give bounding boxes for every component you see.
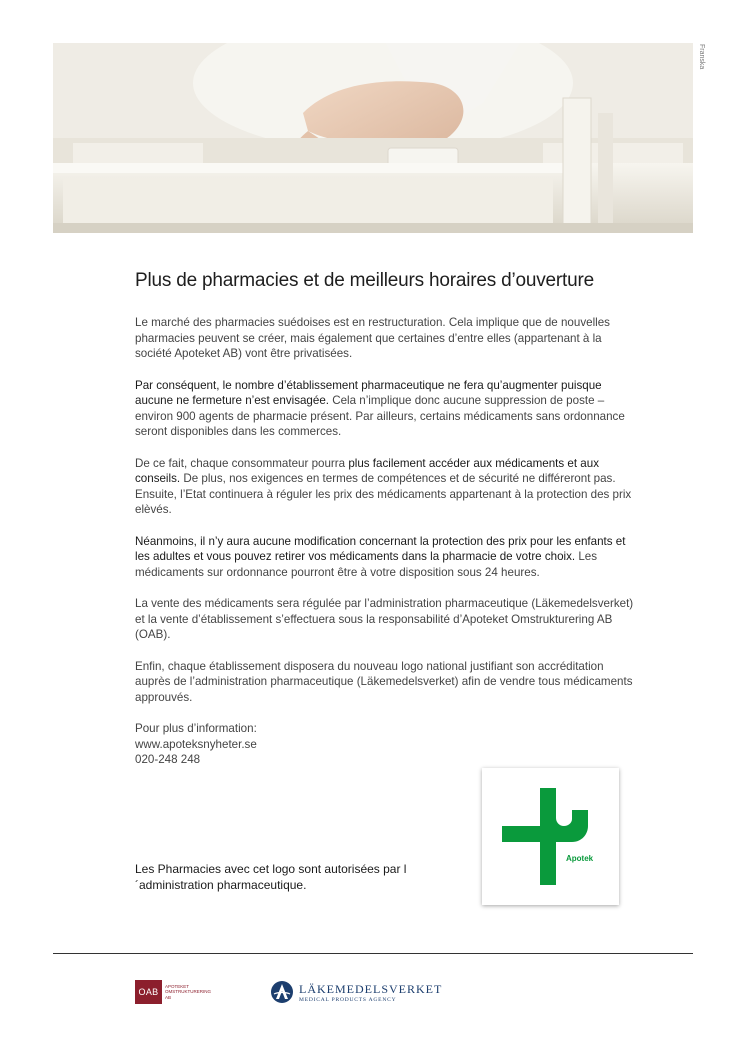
lakemedelsverket-text bbox=[299, 982, 442, 1003]
apotek-logo-card bbox=[482, 768, 619, 905]
closing-statement: Les Pharmacies avec cet logo sont autorisées par l´administration pharmaceutique. bbox=[135, 862, 407, 892]
oab-line-3: AB bbox=[165, 994, 172, 1000]
contact-intro: Pour plus d’information: bbox=[135, 722, 257, 735]
paragraph-intro: Le marché des pharmacies suédoises est en restructuration. Cela implique que de nouvelles pharmacies peuvent se créer, mais également que certaines d’entre elles (appartenant à la société Apoteket AB) vont être privatisées. bbox=[135, 316, 610, 360]
apotek-logo-label: Apotek bbox=[566, 854, 594, 863]
paragraph-consequence-emphasis: Par conséquent, le nombre d’établissement pharmaceutique ne fera qu’augmenter puisque aucune ne fermeture n’est envisagée. bbox=[135, 378, 602, 407]
paragraph-access-lead: De ce fait, chaque consommateur pourra bbox=[135, 456, 349, 470]
contact-info bbox=[135, 721, 635, 768]
paragraph-consequence bbox=[135, 378, 635, 440]
contact-website[interactable]: www.apoteksnyheter.se bbox=[135, 737, 257, 751]
paragraph-regulation: La vente des médicaments sera régulée par l’administration pharmaceutique (Läkemedelsverket) et la vente d’établissement s’effectuera sous la responsabilité d’Apoteket Omstrukturering AB (OAB). bbox=[135, 597, 634, 641]
paragraph-price-protection bbox=[135, 534, 635, 581]
footer-divider bbox=[53, 953, 693, 954]
language-label: Franska bbox=[698, 44, 705, 70]
oab-logo-mark: OAB bbox=[135, 980, 162, 1004]
page-title: Plus de pharmacies et de meilleurs horaires d’ouverture bbox=[135, 270, 594, 291]
oab-line-1: APOTEKET bbox=[165, 984, 190, 990]
lakemedelsverket-logo bbox=[270, 980, 442, 1004]
contact-phone: 020-248 248 bbox=[135, 753, 201, 766]
hero-photo bbox=[53, 43, 693, 233]
paragraph-access-text: De plus, nos exigences en termes de compétences et de sécurité ne différeront pas. Ensuite, l’Etat continuera à réguler les prix des médicaments appartenant à la protection des prix elèvés. bbox=[135, 472, 632, 516]
pharmacy-drawer-illustration bbox=[53, 43, 693, 233]
paragraph-price-text: Les médicaments sur ordonnance pourront être à votre disposition sous 24 heures. bbox=[135, 550, 598, 579]
oab-logo bbox=[135, 980, 211, 1004]
lakemedelsverket-subtitle: MEDICAL PRODUCTS AGENCY bbox=[299, 996, 397, 1003]
apotek-cross-icon bbox=[482, 768, 619, 905]
lakemedelsverket-name: LÄKEMEDELSVERKET bbox=[299, 981, 443, 996]
paragraph-logo: Enfin, chaque établissement disposera du nouveau logo national justifiant son accréditation auprès de l’administration pharmaceutique (Läkemedelsverket) afin de vendre tous médicaments approuvés. bbox=[135, 659, 633, 704]
paragraph-access-emphasis: plus facilement accéder aux médicaments et aux conseils. bbox=[135, 456, 599, 485]
oab-logo-text bbox=[165, 984, 211, 1000]
oab-line-2: OMSTRUKTURERING bbox=[165, 989, 211, 995]
paragraph-price-emphasis: Néanmoins, il n’y aura aucune modification concernant la protection des prix pour les enfants et les adultes et vous pouvez retirer vos médicaments dans la pharmacie de votre choix. bbox=[135, 534, 626, 563]
lakemedelsverket-emblem-icon bbox=[270, 980, 294, 1004]
article bbox=[135, 270, 635, 784]
paragraph-consequence-text: Cela n’implique donc aucune suppression de poste – environ 900 agents de pharmacie présent. Par ailleurs, certains médicaments sans ordonnance seront disponibles dans les commerces. bbox=[135, 394, 625, 438]
paragraph-access bbox=[135, 456, 635, 518]
